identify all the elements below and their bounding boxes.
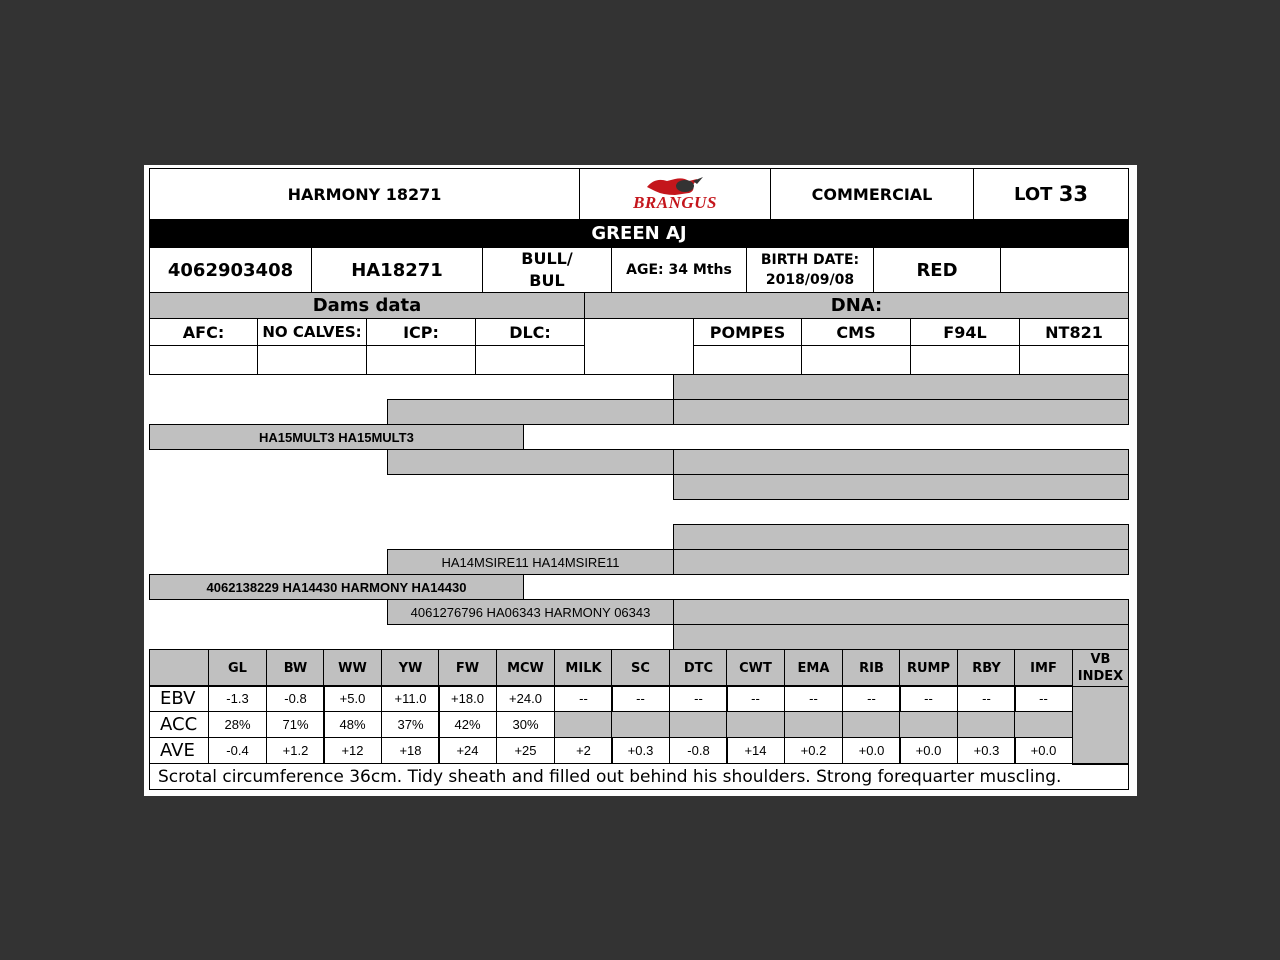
pedigree-dam-sire: HA14MSIRE11 HA14MSIRE11	[387, 549, 674, 575]
ebv-header-yw: YW	[381, 649, 440, 687]
ebv-vb-index-value	[1072, 686, 1129, 765]
birth-date-value: 2018/09/08	[765, 272, 855, 288]
ebv-header-imf: IMF	[1014, 649, 1073, 687]
ebv-cell: 42%	[438, 711, 497, 738]
dna-value-f94l	[910, 345, 1020, 375]
pedigree-cell	[673, 474, 1129, 500]
ebv-cell: --	[726, 685, 785, 712]
pedigree-cell	[673, 399, 1129, 425]
pedigree-cell	[673, 599, 1129, 625]
ebv-cell: --	[957, 685, 1016, 712]
pedigree-cell	[673, 374, 1129, 400]
dna-value-cms	[801, 345, 911, 375]
ebv-cell: +0.0	[842, 737, 901, 764]
colour: RED	[873, 247, 1001, 293]
ebv-cell: +24.0	[496, 685, 555, 712]
dna-header-nt821: NT821	[1019, 318, 1129, 346]
ebv-cell: 37%	[381, 711, 440, 738]
vb-label-line1: VB	[1090, 652, 1111, 667]
ebv-cell: -0.4	[208, 737, 267, 764]
ebv-cell: +0.2	[784, 737, 843, 764]
ebv-cell: -0.8	[669, 737, 728, 764]
ebv-cell: +11.0	[381, 685, 440, 712]
dams-value-icp	[366, 345, 476, 375]
ebv-header-cwt: CWT	[726, 649, 785, 687]
ebv-header-dtc: DTC	[669, 649, 728, 687]
ebv-cell: --	[554, 685, 613, 712]
id-number: 4062903408	[149, 247, 312, 293]
sex	[482, 247, 612, 293]
dams-value-afc	[149, 345, 258, 375]
pedigree-dam: 4062138229 HA14430 HARMONY HA14430	[149, 574, 524, 600]
dams-title: Dams data	[149, 292, 585, 319]
pedigree-cell	[387, 399, 674, 425]
lot-card	[144, 165, 1137, 796]
lot-label: LOT	[1014, 183, 1053, 205]
ebv-row-label-ebv: EBV	[149, 685, 209, 712]
pedigree-cell	[387, 449, 674, 475]
ebv-cell: --	[611, 685, 670, 712]
animal-name: HARMONY 18271	[149, 168, 580, 220]
ebv-cell: +12	[323, 737, 382, 764]
ebv-cell: --	[1014, 685, 1073, 712]
dams-value-dlc	[475, 345, 585, 375]
brangus-logo	[579, 168, 771, 220]
dna-value-nt821	[1019, 345, 1129, 375]
dams-header-afc: AFC:	[149, 318, 258, 346]
pedigree-dam-dam: 4061276796 HA06343 HARMONY 06343	[387, 599, 674, 625]
dna-blank	[584, 318, 694, 375]
sex-line1: BULL/	[521, 249, 573, 268]
ebv-cell	[957, 711, 1016, 738]
ebv-cell: +18.0	[438, 685, 497, 712]
ebv-cell: -0.8	[266, 685, 325, 712]
ebv-cell: +24	[438, 737, 497, 764]
ebv-cell	[611, 711, 670, 738]
logo-text: BRANGUS	[633, 193, 717, 212]
ebv-cell: --	[784, 685, 843, 712]
ebv-cell: --	[842, 685, 901, 712]
tag-number: HA18271	[311, 247, 483, 293]
ebv-header-rby: RBY	[957, 649, 1016, 687]
ebv-cell: +14	[726, 737, 785, 764]
ebv-header-bw: BW	[266, 649, 325, 687]
sex-line2: BUL	[529, 271, 565, 290]
dams-header-icp: ICP:	[366, 318, 476, 346]
birth-date	[746, 247, 874, 293]
ebv-cell: -1.3	[208, 685, 267, 712]
dna-header-cms: CMS	[801, 318, 911, 346]
age: AGE: 34 Mths	[611, 247, 747, 293]
pedigree-cell	[673, 524, 1129, 550]
ebv-cell	[784, 711, 843, 738]
dna-title: DNA:	[584, 292, 1129, 319]
ebv-header-ema: EMA	[784, 649, 843, 687]
ebv-row-label-acc: ACC	[149, 711, 209, 738]
dams-header-no-calves: NO CALVES:	[257, 318, 367, 346]
ebv-cell: +0.0	[1014, 737, 1073, 764]
ebv-cell: 71%	[266, 711, 325, 738]
ebv-cell: +18	[381, 737, 440, 764]
ebv-cell: +1.2	[266, 737, 325, 764]
ebv-cell	[669, 711, 728, 738]
pedigree-cell	[673, 549, 1129, 575]
ebv-cell: +25	[496, 737, 555, 764]
details-blank	[1000, 247, 1129, 293]
ebv-cell	[1014, 711, 1073, 738]
ebv-cell	[726, 711, 785, 738]
ebv-header-corner	[149, 649, 209, 687]
dams-value-no-calves	[257, 345, 367, 375]
ebv-cell: 48%	[323, 711, 382, 738]
ebv-header-vb-index	[1072, 649, 1129, 687]
ebv-cell: +0.3	[611, 737, 670, 764]
birth-date-label: BIRTH DATE:	[760, 252, 860, 268]
ebv-cell	[842, 711, 901, 738]
ebv-header-sc: SC	[611, 649, 670, 687]
ebv-cell	[899, 711, 958, 738]
dna-value-pompes	[693, 345, 802, 375]
ebv-cell: --	[899, 685, 958, 712]
ebv-cell	[554, 711, 613, 738]
ebv-header-rump: RUMP	[899, 649, 958, 687]
ebv-cell: 28%	[208, 711, 267, 738]
ebv-header-mcw: MCW	[496, 649, 555, 687]
ebv-cell: 30%	[496, 711, 555, 738]
comment: Scrotal circumference 36cm. Tidy sheath and filled out behind his shoulders. Strong forequarter muscling.	[149, 763, 1129, 790]
ebv-cell: +0.0	[899, 737, 958, 764]
lot-number	[973, 168, 1129, 220]
ebv-header-rib: RIB	[842, 649, 901, 687]
dna-header-f94l: F94L	[910, 318, 1020, 346]
owner-name: GREEN AJ	[149, 219, 1129, 248]
vb-label-line2: INDEX	[1077, 669, 1124, 684]
lot-value: 33	[1058, 182, 1088, 206]
pedigree-cell	[673, 624, 1129, 650]
ebv-row-label-ave: AVE	[149, 737, 209, 764]
ebv-cell: +0.3	[957, 737, 1016, 764]
pedigree-cell	[673, 449, 1129, 475]
category: COMMERCIAL	[770, 168, 974, 220]
ebv-cell: --	[669, 685, 728, 712]
dams-header-dlc: DLC:	[475, 318, 585, 346]
ebv-header-gl: GL	[208, 649, 267, 687]
pedigree-sire: HA15MULT3 HA15MULT3	[149, 424, 524, 450]
ebv-cell: +5.0	[323, 685, 382, 712]
ebv-cell: +2	[554, 737, 613, 764]
ebv-header-milk: MILK	[554, 649, 613, 687]
dna-header-pompes: POMPES	[693, 318, 802, 346]
ebv-header-fw: FW	[438, 649, 497, 687]
ebv-header-ww: WW	[323, 649, 382, 687]
